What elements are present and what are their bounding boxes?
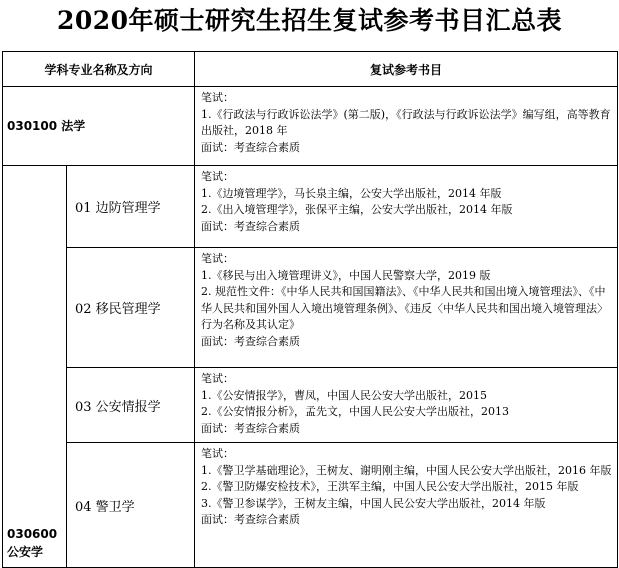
major-law: 030100 法学: [3, 87, 195, 166]
book-line: 1.《行政法与行政诉讼法学》(第二版)，《行政法与行政诉讼法学》编写组，高等教育出版社，2018 年: [201, 107, 611, 138]
header-books: 复试参考书目: [195, 52, 618, 87]
book-line: 3.《警卫参谋学》，王树友主编，中国人民公安大学出版社，2014 年版: [201, 496, 546, 510]
book-line: 面试：考查综合素质: [201, 513, 301, 527]
header-major: 学科专业名称及方向: [3, 52, 195, 87]
direction-name: 01 边防管理学: [67, 166, 195, 248]
table-row: [3, 368, 618, 443]
book-line: 面试：考查综合素质: [201, 219, 301, 233]
book-line: 面试：考查综合素质: [201, 140, 301, 154]
direction-name: 03 公安情报学: [67, 368, 195, 443]
book-line: 1.《警卫学基础理论》，王树友、谢明刚主编，中国人民公安大学出版社，2016 年版: [201, 463, 612, 477]
table-header-row: [3, 52, 618, 87]
books-cell: [195, 443, 618, 568]
book-line: 1.《移民与出入境管理讲义》，中国人民警察大学，2019 版: [201, 268, 491, 282]
book-line: 笔试：: [201, 170, 235, 183]
book-line: 1.《公安情报学》，曹凤，中国人民公安大学出版社，2015: [201, 388, 488, 402]
table-row: [3, 166, 618, 248]
book-line: 笔试：: [201, 252, 235, 265]
books-cell: [195, 166, 618, 248]
book-line: 2. 规范性文件：《中华人民共和国国籍法》、《中华人民共和国出境入境管理法》、《中华人民共和国外国人入境出境管理条例》、《违反〈中华人民共和国出境入境管理法〉行为名称及其认定》: [201, 285, 609, 332]
book-line: 面试：考查综合素质: [201, 334, 301, 348]
books-cell: [195, 87, 618, 166]
direction-name: 02 移民管理学: [67, 248, 195, 368]
direction-name: 04 警卫学: [67, 443, 195, 568]
book-line: 2.《出入境管理学》，张保平主编，公安大学出版社，2014 年版: [201, 203, 513, 217]
book-line: 笔试：: [201, 447, 235, 460]
major-name: 公安学: [7, 545, 44, 559]
book-line: 笔试：: [201, 91, 235, 104]
major-public-security: [3, 166, 67, 568]
book-line: 2.《警卫防爆安检技术》，王洪军主编，中国人民公安大学出版社，2015 年版: [201, 480, 579, 494]
books-cell: [195, 368, 618, 443]
books-cell: [195, 248, 618, 368]
book-line: 2.《公安情报分析》，孟先文，中国人民公安大学出版社，2013: [201, 405, 510, 419]
table-row: [3, 248, 618, 368]
book-list-table: [2, 51, 618, 568]
table-row: [3, 443, 618, 568]
table-row: [3, 87, 618, 166]
book-line: 1.《边境管理学》，马长泉主编，公安大学出版社，2014 年版: [201, 186, 502, 200]
page-title: 2020年硕士研究生招生复试参考书目汇总表: [56, 6, 563, 35]
book-line: 笔试：: [201, 372, 235, 385]
book-line: 面试：考查综合素质: [201, 421, 301, 435]
major-code: 030600: [7, 527, 58, 541]
